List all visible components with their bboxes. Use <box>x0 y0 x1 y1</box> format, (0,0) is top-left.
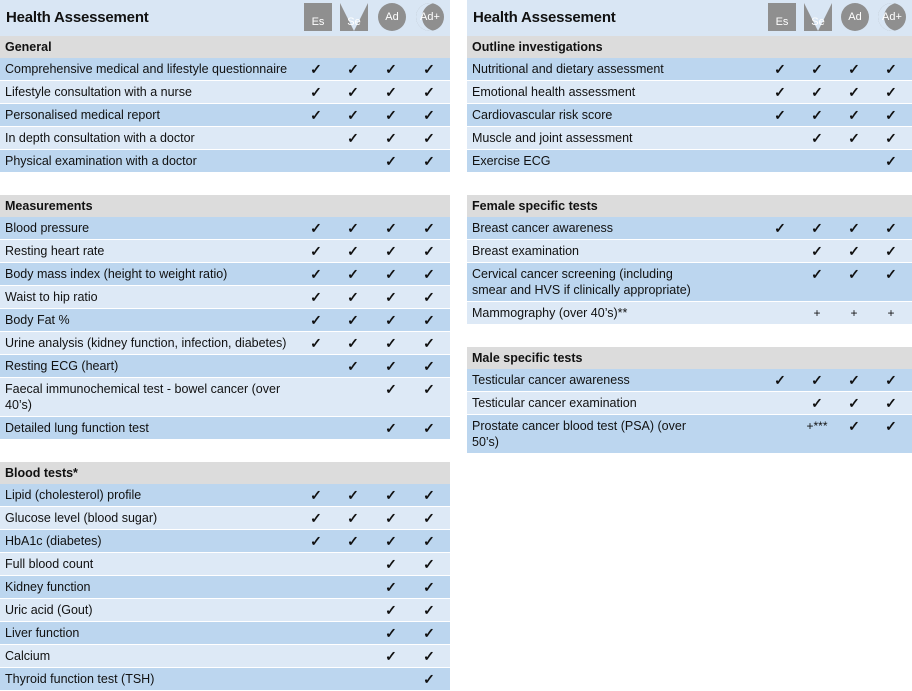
check-icon: ✓ <box>423 153 435 169</box>
row-label: Resting ECG (heart) <box>5 359 119 373</box>
row-label: Calcium <box>5 649 51 663</box>
check-icon: ✓ <box>811 61 823 77</box>
check-icon: ✓ <box>423 289 435 305</box>
check-icon: ✓ <box>423 61 435 77</box>
check-icon: ✓ <box>385 487 397 503</box>
table-row <box>0 240 450 263</box>
table-row <box>0 599 450 622</box>
check-icon: ✓ <box>423 266 435 282</box>
row-label: Faecal immunochemical test - bowel cancer (over 40’s) <box>5 382 281 412</box>
check-icon: ✓ <box>423 381 435 397</box>
check-icon: ✓ <box>885 220 897 236</box>
row-label: Urine analysis (kidney function, infection, diabetes) <box>5 336 287 350</box>
check-icon: ✓ <box>347 312 359 328</box>
check-icon: ✓ <box>423 556 435 572</box>
check-icon: ✓ <box>848 243 860 259</box>
check-icon: ✓ <box>885 395 897 411</box>
check-icon: ✓ <box>310 243 322 259</box>
check-icon: ✓ <box>774 372 786 388</box>
right-header <box>467 0 912 36</box>
check-icon: ✓ <box>385 61 397 77</box>
row-label: HbA1c (diabetes) <box>5 534 102 548</box>
check-icon: ✓ <box>811 84 823 100</box>
check-icon: ✓ <box>347 220 359 236</box>
check-icon: ✓ <box>385 358 397 374</box>
select-icon: Se <box>340 3 368 31</box>
row-label: Lifestyle consultation with a nurse <box>5 85 192 99</box>
table-row <box>467 415 912 454</box>
table-row <box>0 104 450 127</box>
plus-icon: + <box>813 306 821 320</box>
check-icon: ✓ <box>385 243 397 259</box>
check-icon: ✓ <box>811 395 823 411</box>
row-label: Lipid (cholesterol) profile <box>5 488 142 502</box>
check-icon: ✓ <box>423 625 435 641</box>
check-icon: ✓ <box>347 243 359 259</box>
row-label: Cervical cancer screening (including smear and HVS if clinically appropriate) <box>472 267 691 297</box>
check-icon: ✓ <box>385 312 397 328</box>
table-row <box>0 484 450 507</box>
row-label: Mammography (over 40’s)** <box>472 306 628 320</box>
check-icon: ✓ <box>423 358 435 374</box>
check-icon: ✓ <box>774 220 786 236</box>
check-icon: ✓ <box>811 107 823 123</box>
check-icon: ✓ <box>811 372 823 388</box>
check-icon: ✓ <box>385 289 397 305</box>
section-title: Outline investigations <box>467 36 912 58</box>
check-icon: ✓ <box>848 61 860 77</box>
row-label: Prostate cancer blood test (PSA) (over 50’s) <box>472 419 686 449</box>
row-label: Testicular cancer examination <box>472 396 637 410</box>
plus-icon: + <box>887 306 895 320</box>
check-icon: ✓ <box>385 381 397 397</box>
advanced-plus-icon: Ad+ <box>878 3 906 31</box>
section-title: Measurements <box>0 195 450 217</box>
left-panel <box>0 0 450 691</box>
table-row <box>0 263 450 286</box>
check-icon: ✓ <box>848 220 860 236</box>
table-row <box>467 104 912 127</box>
check-icon: ✓ <box>385 625 397 641</box>
check-icon: ✓ <box>423 243 435 259</box>
check-icon: ✓ <box>774 61 786 77</box>
row-label: Testicular cancer awareness <box>472 373 630 387</box>
section-title: Female specific tests <box>467 195 912 217</box>
section-title: Male specific tests <box>467 347 912 369</box>
essential-icon: Es <box>768 3 796 31</box>
row-label: Physical examination with a doctor <box>5 154 197 168</box>
table-row <box>0 378 450 417</box>
table-row <box>467 150 912 173</box>
check-icon: ✓ <box>385 107 397 123</box>
check-icon: ✓ <box>310 61 322 77</box>
check-icon: ✓ <box>885 372 897 388</box>
check-icon: ✓ <box>848 84 860 100</box>
check-icon: ✓ <box>885 107 897 123</box>
row-label: Resting heart rate <box>5 244 105 258</box>
check-icon: ✓ <box>811 130 823 146</box>
row-label: Exercise ECG <box>472 154 551 168</box>
section-spacer <box>0 173 450 195</box>
table-row <box>0 645 450 668</box>
table-row <box>0 355 450 378</box>
check-icon: ✓ <box>347 335 359 351</box>
check-icon: ✓ <box>347 289 359 305</box>
check-icon: ✓ <box>385 130 397 146</box>
page-title: Health Assessement <box>473 9 616 26</box>
row-label: Body Fat % <box>5 313 70 327</box>
row-label: Uric acid (Gout) <box>5 603 93 617</box>
table-row <box>467 217 912 240</box>
check-icon: ✓ <box>848 107 860 123</box>
plus-icon: +*** <box>806 419 828 433</box>
section-spacer <box>467 173 912 195</box>
check-icon: ✓ <box>423 648 435 664</box>
check-icon: ✓ <box>423 130 435 146</box>
left-header <box>0 0 450 36</box>
check-icon: ✓ <box>310 220 322 236</box>
check-icon: ✓ <box>385 220 397 236</box>
check-icon: ✓ <box>811 243 823 259</box>
table-row <box>0 309 450 332</box>
check-icon: ✓ <box>385 153 397 169</box>
check-icon: ✓ <box>347 358 359 374</box>
table-row <box>0 530 450 553</box>
check-icon: ✓ <box>423 533 435 549</box>
table-row <box>0 127 450 150</box>
check-icon: ✓ <box>848 418 860 434</box>
check-icon: ✓ <box>385 266 397 282</box>
check-icon: ✓ <box>423 420 435 436</box>
check-icon: ✓ <box>347 130 359 146</box>
section-spacer <box>0 440 450 462</box>
check-icon: ✓ <box>310 266 322 282</box>
check-icon: ✓ <box>347 533 359 549</box>
check-icon: ✓ <box>423 107 435 123</box>
check-icon: ✓ <box>385 556 397 572</box>
check-icon: ✓ <box>848 130 860 146</box>
table-row <box>0 58 450 81</box>
check-icon: ✓ <box>885 418 897 434</box>
check-icon: ✓ <box>885 61 897 77</box>
row-label: Personalised medical report <box>5 108 160 122</box>
table-row <box>0 576 450 599</box>
check-icon: ✓ <box>310 84 322 100</box>
table-row <box>467 392 912 415</box>
check-icon: ✓ <box>310 510 322 526</box>
check-icon: ✓ <box>423 671 435 687</box>
section-title: General <box>0 36 450 58</box>
check-icon: ✓ <box>385 602 397 618</box>
right-panel <box>467 0 912 454</box>
row-label: Glucose level (blood sugar) <box>5 511 158 525</box>
section-title: Blood tests* <box>0 462 450 484</box>
check-icon: ✓ <box>423 602 435 618</box>
table-row <box>0 150 450 173</box>
right-sections <box>467 36 912 454</box>
check-icon: ✓ <box>310 487 322 503</box>
check-icon: ✓ <box>811 266 823 282</box>
check-icon: ✓ <box>310 107 322 123</box>
check-icon: ✓ <box>423 312 435 328</box>
advanced-plus-icon: Ad+ <box>416 3 444 31</box>
left-sections <box>0 36 450 691</box>
check-icon: ✓ <box>848 266 860 282</box>
check-icon: ✓ <box>848 395 860 411</box>
table-row <box>0 417 450 440</box>
row-label: Nutritional and dietary assessment <box>472 62 664 76</box>
table-row <box>0 507 450 530</box>
row-label: Kidney function <box>5 580 91 594</box>
check-icon: ✓ <box>347 84 359 100</box>
page-title: Health Assessement <box>6 9 149 26</box>
table-row <box>0 217 450 240</box>
check-icon: ✓ <box>774 107 786 123</box>
table-row <box>0 332 450 355</box>
row-label: Liver function <box>5 626 80 640</box>
row-label: Emotional health assessment <box>472 85 636 99</box>
advanced-icon: Ad <box>378 3 406 31</box>
check-icon: ✓ <box>885 130 897 146</box>
check-icon: ✓ <box>385 648 397 664</box>
table-row <box>0 286 450 309</box>
check-icon: ✓ <box>423 335 435 351</box>
check-icon: ✓ <box>423 220 435 236</box>
check-icon: ✓ <box>310 312 322 328</box>
row-label: Waist to hip ratio <box>5 290 98 304</box>
check-icon: ✓ <box>385 420 397 436</box>
check-icon: ✓ <box>385 510 397 526</box>
table-row <box>467 240 912 263</box>
check-icon: ✓ <box>347 510 359 526</box>
check-icon: ✓ <box>885 243 897 259</box>
check-icon: ✓ <box>347 61 359 77</box>
table-row <box>0 668 450 691</box>
check-icon: ✓ <box>347 487 359 503</box>
check-icon: ✓ <box>347 107 359 123</box>
section-spacer <box>467 325 912 347</box>
check-icon: ✓ <box>385 335 397 351</box>
table-row <box>467 127 912 150</box>
row-label: Breast examination <box>472 244 580 258</box>
table-row <box>0 81 450 104</box>
check-icon: ✓ <box>848 372 860 388</box>
row-label: In depth consultation with a doctor <box>5 131 195 145</box>
essential-icon: Es <box>304 3 332 31</box>
table-row <box>467 263 912 302</box>
table-row <box>467 302 912 325</box>
table-row <box>467 58 912 81</box>
check-icon: ✓ <box>385 533 397 549</box>
row-label: Full blood count <box>5 557 94 571</box>
table-row <box>0 622 450 645</box>
row-label: Cardiovascular risk score <box>472 108 613 122</box>
check-icon: ✓ <box>423 84 435 100</box>
check-icon: ✓ <box>885 84 897 100</box>
check-icon: ✓ <box>423 487 435 503</box>
row-label: Breast cancer awareness <box>472 221 614 235</box>
check-icon: ✓ <box>811 220 823 236</box>
plus-icon: + <box>850 306 858 320</box>
check-icon: ✓ <box>310 335 322 351</box>
check-icon: ✓ <box>423 579 435 595</box>
row-label: Detailed lung function test <box>5 421 149 435</box>
check-icon: ✓ <box>310 533 322 549</box>
check-icon: ✓ <box>385 579 397 595</box>
row-label: Thyroid function test (TSH) <box>5 672 155 686</box>
check-icon: ✓ <box>774 84 786 100</box>
advanced-icon: Ad <box>841 3 869 31</box>
table-row <box>0 553 450 576</box>
select-icon: Se <box>804 3 832 31</box>
check-icon: ✓ <box>310 289 322 305</box>
row-label: Comprehensive medical and lifestyle questionnaire <box>5 62 288 76</box>
row-label: Blood pressure <box>5 221 90 235</box>
check-icon: ✓ <box>347 266 359 282</box>
check-icon: ✓ <box>423 510 435 526</box>
table-row <box>467 369 912 392</box>
table-row <box>467 81 912 104</box>
check-icon: ✓ <box>385 84 397 100</box>
row-label: Muscle and joint assessment <box>472 131 633 145</box>
row-label: Body mass index (height to weight ratio) <box>5 267 228 281</box>
check-icon: ✓ <box>885 153 897 169</box>
check-icon: ✓ <box>885 266 897 282</box>
